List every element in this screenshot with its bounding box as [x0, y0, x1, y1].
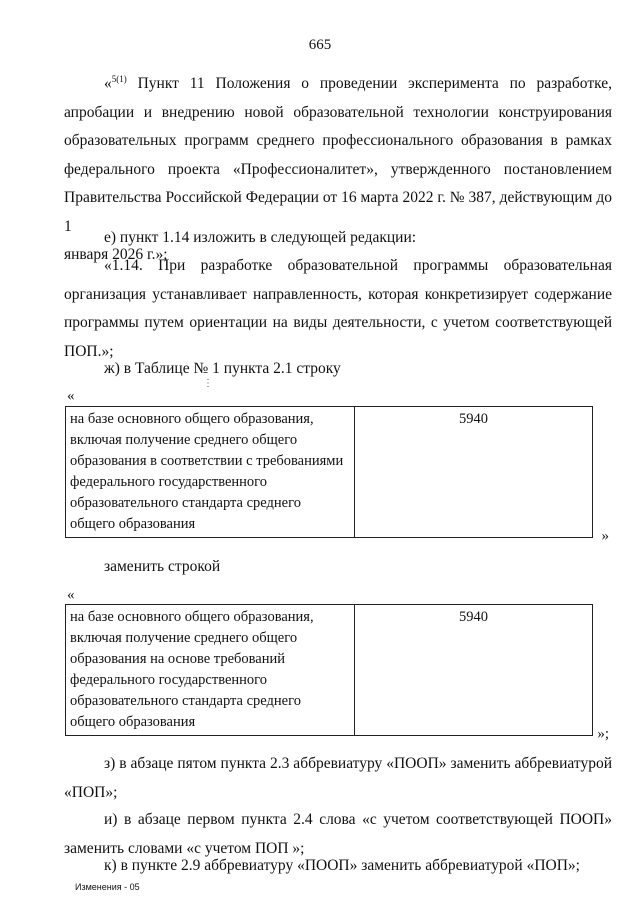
text-line: «ПОП»;	[64, 783, 118, 801]
paragraph-item-e: е) пункт 1.14 изложить в следующей редакции:	[104, 229, 417, 246]
footnote-marker: 5(1)	[111, 74, 127, 84]
cell-line: на базе основного общего образования,	[70, 411, 314, 427]
cell-line: федерального государственного	[70, 474, 268, 490]
cell-line: образования в соответствии с требованиями	[70, 453, 344, 469]
text-line: ПОП.»;	[64, 342, 114, 360]
text-line: апробации и внедрению новой образовательной технологии конструирования	[64, 103, 612, 121]
page-number: 665	[308, 37, 332, 53]
text-line: программы путем ориентации на виды деятельности, с учетом соответствующей	[64, 314, 612, 331]
cell-line: образовательного стандарта среднего	[70, 495, 301, 511]
paragraph-item-zh: ж) в Таблице № 1 пункта 2.1 строку	[104, 360, 341, 377]
cell-line: образовательного стандарта среднего	[70, 693, 301, 709]
cell-line: общего образования	[70, 516, 196, 532]
text-line: образовательных программ среднего профессионального образования в рамках	[64, 132, 612, 150]
quote-close-2: »;	[597, 726, 609, 742]
cell-line: включая получение среднего общего	[70, 630, 298, 646]
text-line-content: «$^{5(1)}$ Пункт 11 Положения о проведении эксперимента по разработке,	[104, 74, 612, 93]
quote-close-1: »	[601, 528, 609, 544]
table-row	[66, 407, 593, 538]
text-line: Правительства Российской Федерации от 16 марта 2022 г. № 387, действующим до 1	[64, 189, 612, 235]
text-line: и) в абзаце первом пункта 2.4 слова «с учетом соответствующей ПООП»	[104, 811, 612, 828]
paragraph-replace-with: заменить строкой	[104, 558, 221, 575]
table-cell-value: 5940	[355, 407, 593, 538]
table-cell-description	[66, 605, 355, 736]
footer-revision-note: Изменения - 05	[75, 882, 140, 892]
text-line: федерального проекта «Профессионалитет», утвержденного постановлением	[64, 160, 612, 178]
text-line: заменить словами «с учетом ПОП »;	[64, 839, 305, 857]
table-new-row	[65, 604, 593, 736]
table-cell-value: 5940	[355, 605, 593, 736]
text-line: января 2026 г.»;	[64, 246, 168, 264]
text-line	[64, 65, 612, 99]
paragraph-item-k: к) в пункте 2.9 аббревиатуру «ПООП» заменить аббревиатурой «ПОП»;	[104, 857, 580, 874]
scan-artifact-dots: ⋮	[203, 378, 213, 389]
text-line: з) в абзаце пятом пункта 2.3 аббревиатуру «ПООП» заменить аббревиатурой	[104, 755, 612, 772]
quote-open-1: «	[67, 388, 75, 404]
cell-line: включая получение среднего общего	[70, 432, 298, 448]
cell-line: общего образования	[70, 714, 196, 730]
cell-line: федерального государственного	[70, 672, 268, 688]
paragraph-item-z	[64, 750, 612, 807]
table-cell-description	[66, 407, 355, 538]
table-old-row	[65, 406, 593, 538]
paragraph-1-14	[64, 252, 612, 366]
cell-line: на базе основного общего образования,	[70, 609, 314, 625]
cell-line: образования на основе требований	[70, 651, 286, 667]
quote-open-2: «	[67, 587, 75, 603]
text-line: «1.14. При разработке образовательной программы образовательная	[104, 257, 612, 274]
text-line: организация устанавливает направленность, которая конкретизирует содержание	[64, 285, 612, 303]
table-row	[66, 605, 593, 736]
